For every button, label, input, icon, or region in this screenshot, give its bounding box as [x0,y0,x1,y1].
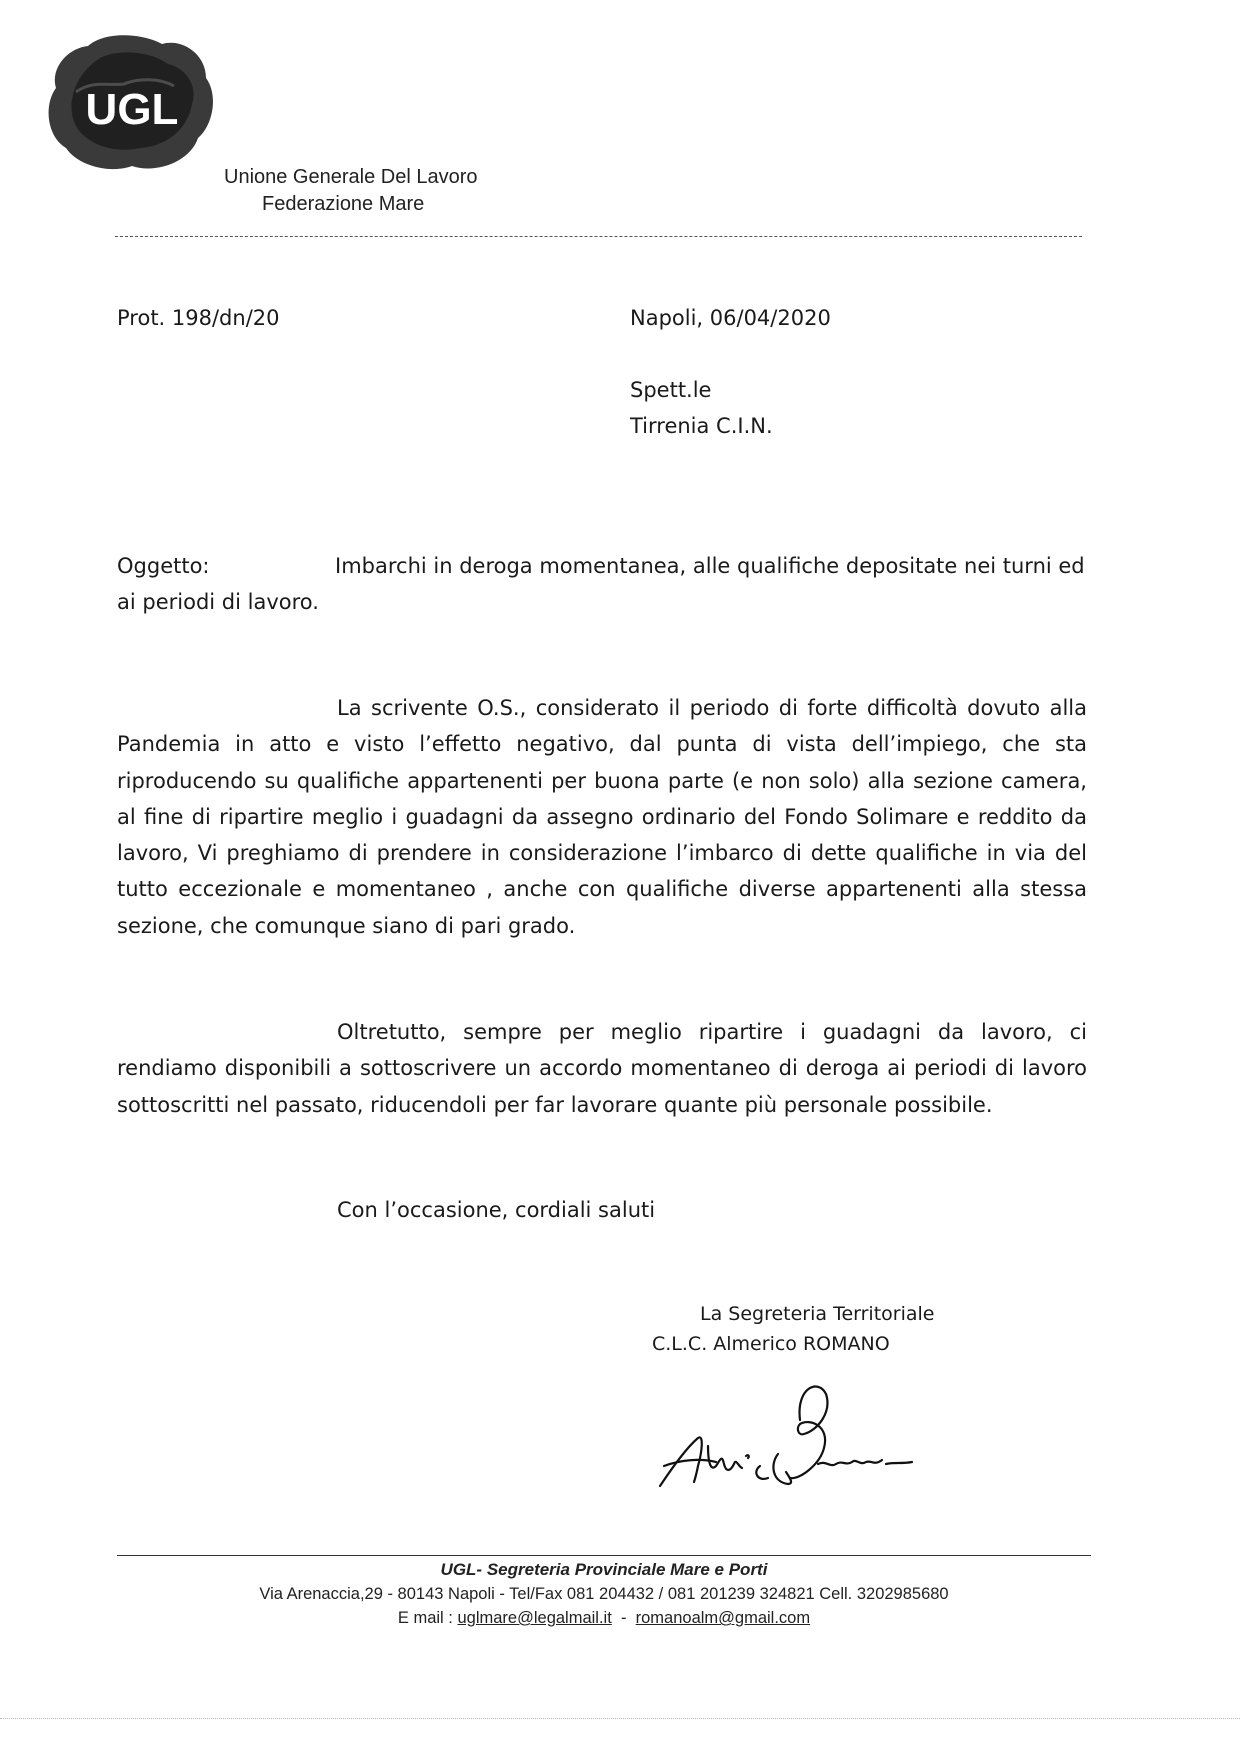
organization-name [224,164,478,218]
footer-emails [117,1606,1091,1630]
email-link-2[interactable]: romanoalm@gmail.com [635,1609,811,1627]
subject-label: Oggetto: [117,554,210,578]
body-paragraph-2: Oltretutto, sempre per meglio ripartire i guadagni da lavoro, ci rendiamo disponibili a sottoscrivere un accordo momentaneo di deroga ai periodi di lavoro sottoscritti nel passato, riducendoli per far lavorare quante più personale possibile. [117,1020,1087,1117]
footer-divider [117,1555,1091,1556]
email-link-1[interactable]: uglmare@legalmail.it [457,1609,612,1627]
closing-salutation: Con l’occasione, cordiali saluti [337,1198,656,1222]
subject [117,548,1087,620]
handwritten-signature [650,1368,920,1498]
ugl-logo [40,28,220,178]
email-label: E mail : [397,1609,453,1627]
signatory-name: C.L.C. Almerico ROMANO [652,1333,890,1355]
email-separator: - [620,1609,627,1627]
logo-text: UGL [85,85,179,134]
footer-org: UGL- Segreteria Provinciale Mare e Porti [440,1560,768,1579]
recipient-line-1: Spett.le [630,378,712,402]
scan-artifact-line [0,1718,1240,1719]
org-line-2: Federazione Mare [262,193,425,215]
ugl-logo-mark [40,28,220,178]
org-line-1: Unione Generale Del Lavoro [224,166,478,188]
recipient-line-2: Tirrenia C.I.N. [630,414,773,438]
protocol-number: Prot. 198/dn/20 [117,306,280,330]
signatory-role: La Segreteria Territoriale [700,1303,935,1325]
body-paragraph-1: La scrivente O.S., considerato il periodo di forte difficoltà dovuto alla Pandemia in atto e visto l’effetto negativo, dal punta di vista dell’impiego, che sta riproducendo su qualifiche appartenenti per buona parte (e non solo) alla sezione camera, al fine di ripartire meglio i guadagni da assegno ordinario del Fondo Solimare e reddito da lavoro, Vi preghiamo di prendere in considerazione l’imbarco di dette qualifiche in via del tutto eccezionale e momentaneo , anche con qualifiche diverse appartenenti alla stessa sezione, che comunque siano di pari grado. [117,696,1087,938]
recipient [630,372,773,444]
header-divider [115,236,1082,237]
subject-text: Imbarchi in deroga momentanea, alle qualifiche depositate nei turni ed ai periodi di lavoro. [117,554,1085,614]
footer [117,1558,1091,1630]
place-date: Napoli, 06/04/2020 [630,306,831,330]
footer-address: Via Arenaccia,29 - 80143 Napoli - Tel/Fax 081 204432 / 081 201239 324821 Cell. 3202985680 [259,1585,949,1603]
